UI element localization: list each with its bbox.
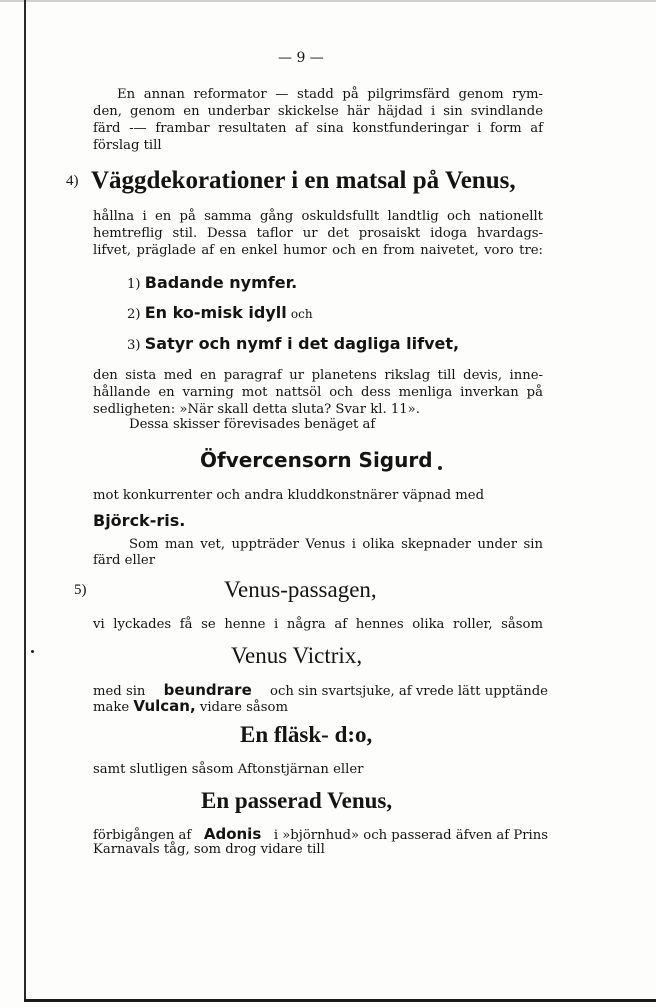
text-run: och sin svartsjuke, af vrede lätt upptände xyxy=(270,684,548,699)
paragraph-line: Som man vet, uppträder Venus i olika skepnader under sin xyxy=(129,537,543,552)
list-item-number: 2) xyxy=(127,307,141,322)
paragraph-line: den sista med en paragraf ur planetens rikslag till devis, inne- xyxy=(93,368,543,383)
paragraph-line: hållande en varning mot nattsöl och dess menliga inverkan på xyxy=(93,385,543,400)
section-heading: Väggdekorationer i en matsal på Venus, xyxy=(91,167,516,194)
list-item xyxy=(127,336,459,354)
page-number: — 9 — xyxy=(278,50,324,66)
section-heading: Venus-passagen, xyxy=(224,577,377,602)
page-bottom-edge xyxy=(24,999,656,1002)
paragraph-line: hållna i en på samma gång oskuldsfullt landtlig och nationellt xyxy=(93,209,543,224)
list-item xyxy=(127,305,313,323)
page-left-edge xyxy=(24,0,26,1002)
paragraph-line: den, genom en underbar skickelse här häjdad i sin svindlande xyxy=(93,104,543,119)
list-item-label: En ko-misk idyll xyxy=(144,303,287,322)
paragraph-line: färd -— frambar resultaten af sina konstfunderingar i form af xyxy=(93,121,543,136)
list-item-number: 1) xyxy=(127,277,141,292)
text-run: i »björnhud» och passerad äfven af Prins xyxy=(273,828,548,843)
paragraph-line: förslag till xyxy=(93,138,162,153)
bold-name: beundrare xyxy=(163,681,252,699)
bold-name: Adonis xyxy=(203,825,262,843)
text-run: vidare såsom xyxy=(199,700,288,715)
page-top-edge xyxy=(0,0,656,2)
paragraph-line: vi lyckades få se henne i några af hennes olika roller, såsom xyxy=(93,617,543,632)
paragraph-line: mot konkurrenter och andra kluddkonstnärer väpnad med xyxy=(93,488,485,503)
list-item xyxy=(127,275,297,293)
paragraph-line: samt slutligen såsom Aftonstjärnan eller xyxy=(93,762,364,777)
passerad-heading: En passerad Venus, xyxy=(201,788,393,813)
paragraph-line: färd eller xyxy=(93,553,156,568)
ink-speck xyxy=(31,650,34,653)
section-number: 5) xyxy=(74,582,87,598)
flask-heading: En fläsk- d:o, xyxy=(240,722,373,747)
paragraph-line: Karnavals tåg, som drog vidare till xyxy=(93,842,325,857)
paragraph-line: En annan reformator — stadd på pilgrimsfärd genom rym- xyxy=(117,87,543,102)
paragraph-line: sedligheten: »När skall detta sluta? Svar kl. 11». xyxy=(93,402,420,417)
list-item-suffix: och xyxy=(290,307,313,321)
section-number: 4) xyxy=(66,173,79,189)
bold-name: Vulcan, xyxy=(133,697,196,715)
censor-name: Björck-ris. xyxy=(93,511,186,530)
paragraph-line: Dessa skisser förevisades benäget af xyxy=(129,417,376,432)
paragraph-line: hemtreflig stil. Dessa taflor ur det prosaiskt idoga hvardags- xyxy=(93,226,543,241)
censor-heading: Öfvercensorn Sigurd xyxy=(200,448,433,472)
text-run: med sin xyxy=(93,684,146,699)
paragraph-line xyxy=(93,698,288,716)
victrix-heading: Venus Victrix, xyxy=(231,643,363,668)
paragraph-line: lifvet, präglade af en enkel humor och en from naivetet, voro tre: xyxy=(93,243,543,258)
text-run: make xyxy=(93,700,130,715)
list-item-label: Satyr och nymf i det dagliga lifvet, xyxy=(144,334,460,353)
ink-speck xyxy=(438,466,442,470)
text-run: förbigången af xyxy=(93,828,192,843)
list-item-label: Badande nymfer. xyxy=(144,273,298,292)
list-item-number: 3) xyxy=(127,338,141,353)
